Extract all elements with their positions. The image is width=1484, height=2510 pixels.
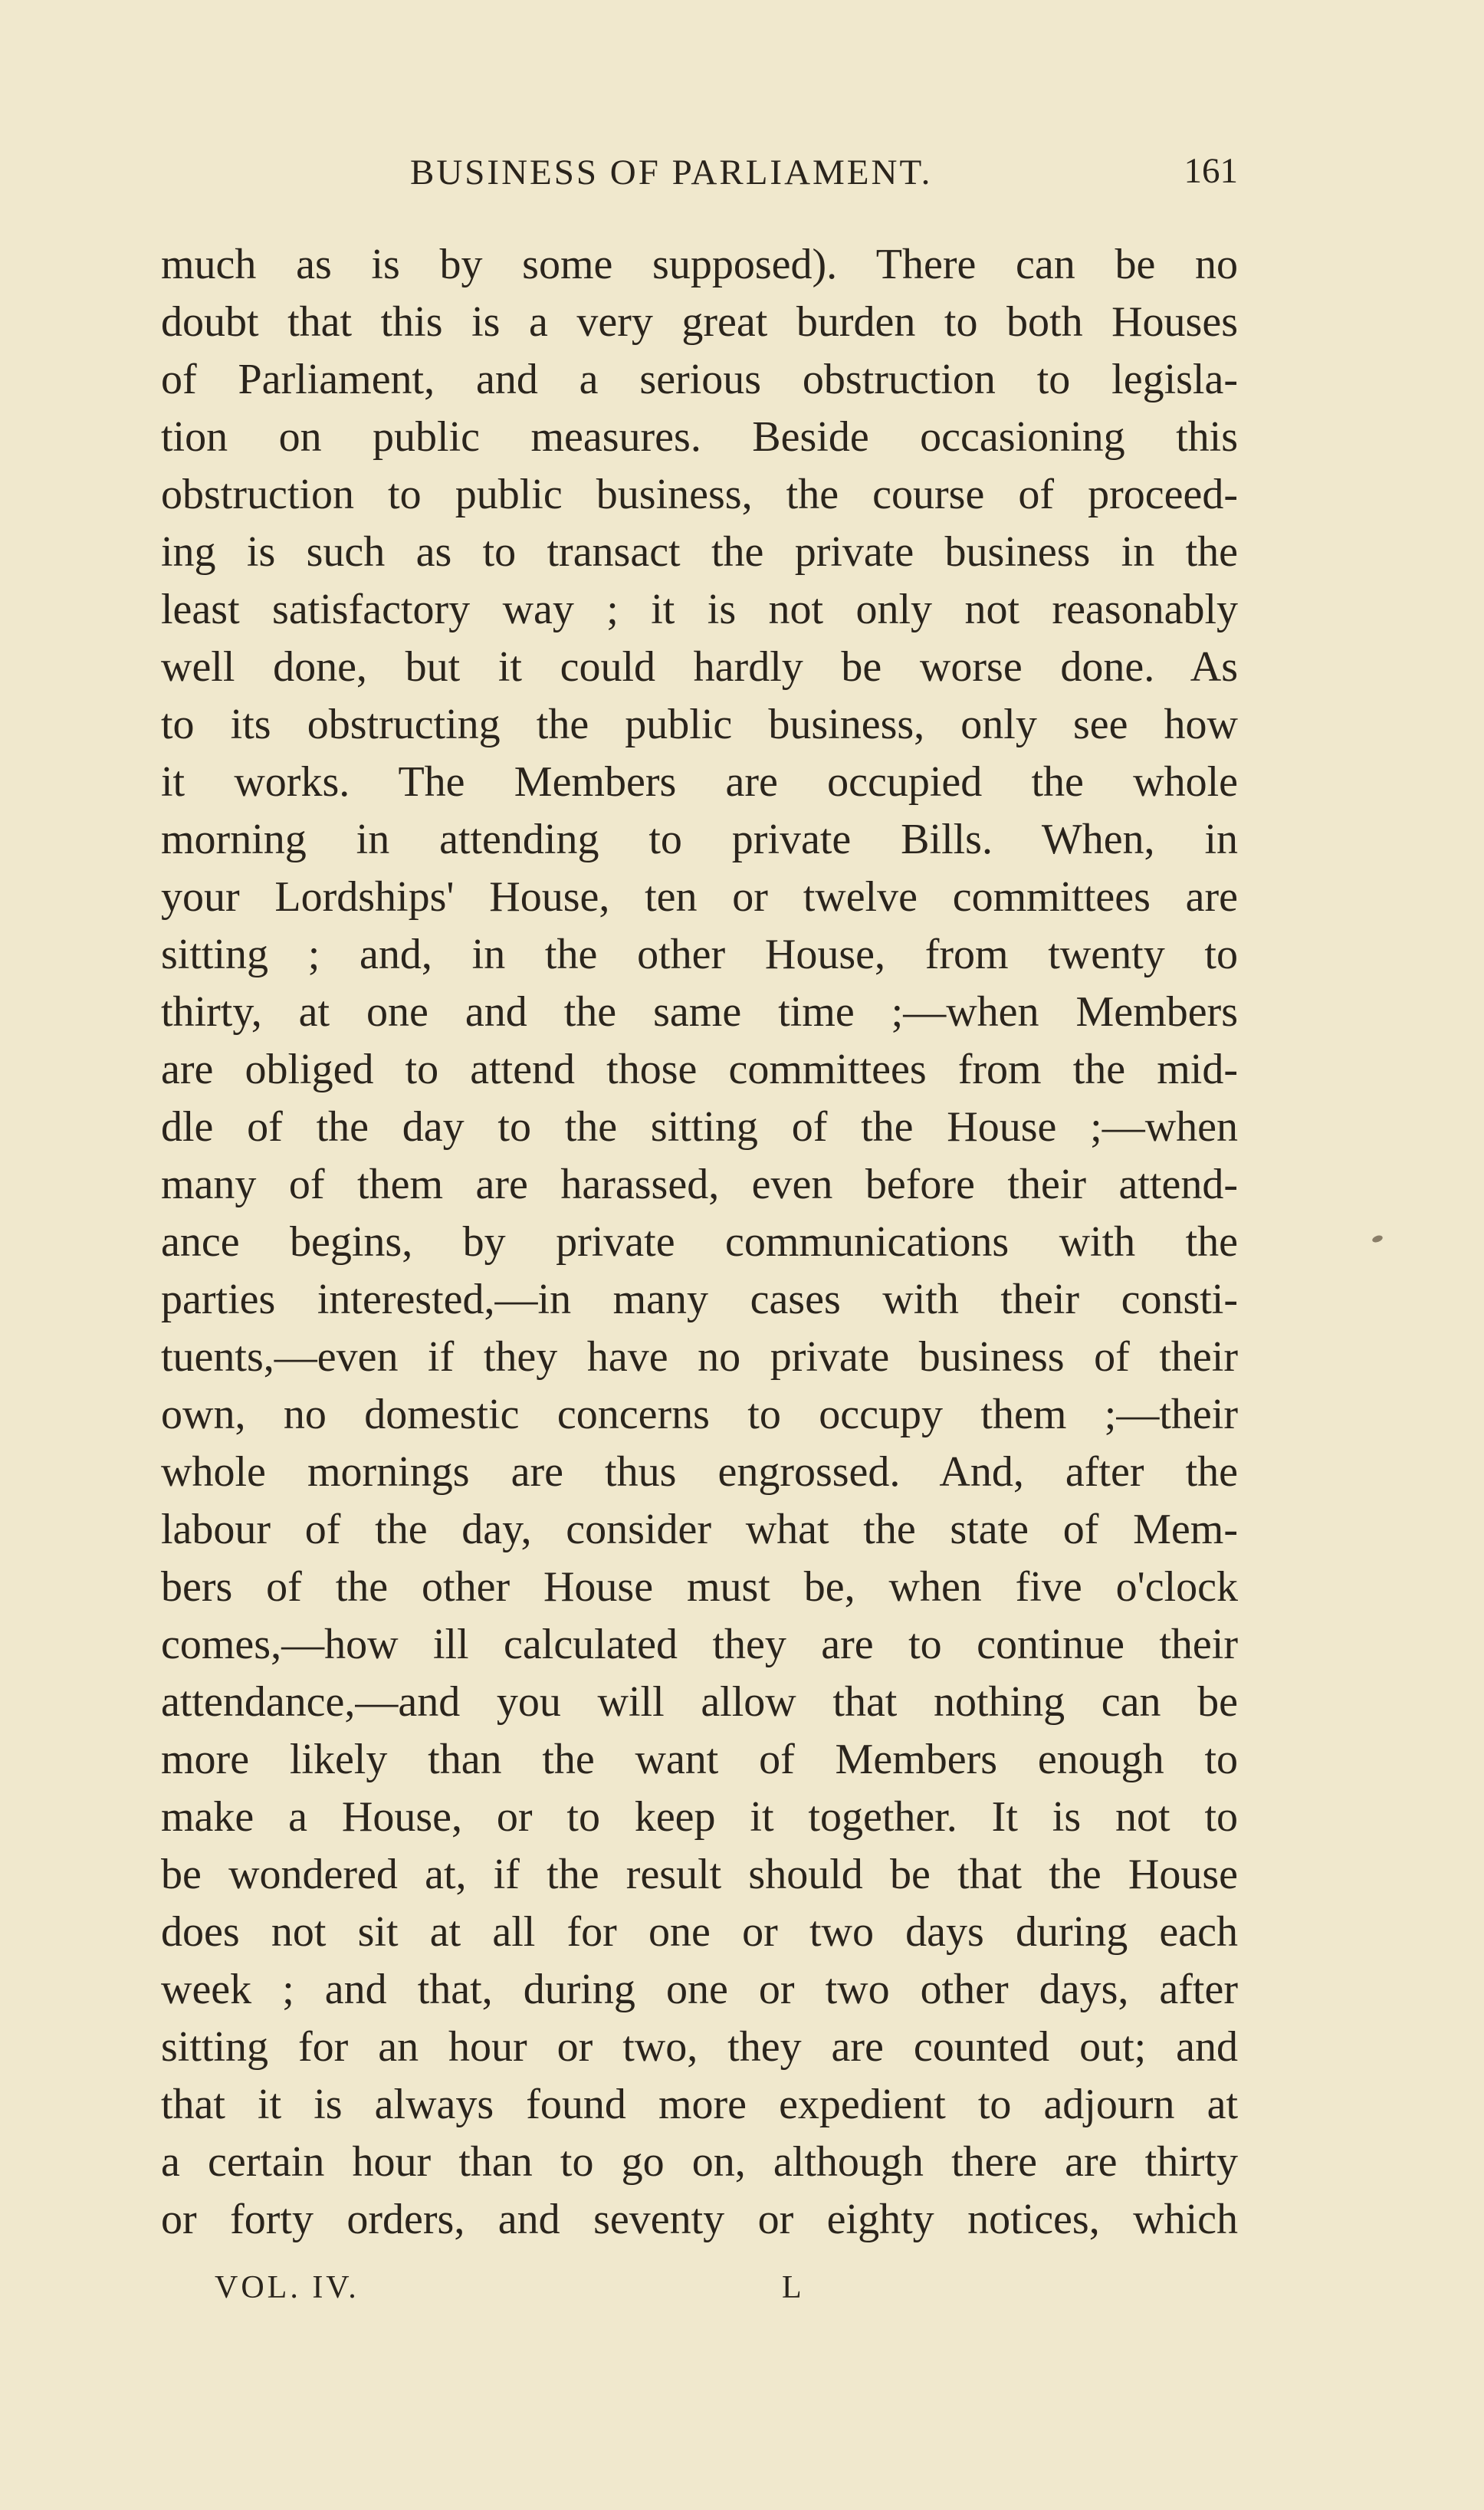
text-line: ance begins, by private communications with the [161,1218,1238,1266]
text-line: parties interested,—in many cases with their consti- [161,1276,1238,1323]
text-line: a certain hour than to go on, although there are thirty [161,2138,1238,2186]
text-line: bers of the other House must be, when five o'clock [161,1563,1238,1611]
text-line: it works. The Members are occupied the whole [161,758,1238,806]
signature-mark: L [782,2270,802,2305]
volume-mark: VOL. IV. [215,2270,360,2305]
page-header [161,146,1238,207]
text-line: well done, but it could hardly be worse done. As [161,643,1238,691]
text-line: ing is such as to transact the private business in the [161,528,1238,576]
text-line: does not sit at all for one or two days during each [161,1908,1238,1956]
text-line: comes,—how ill calculated they are to continue their [161,1621,1238,1668]
text-line: many of them are harassed, even before their attend- [161,1161,1238,1208]
text-line: dle of the day to the sitting of the House ;—when [161,1103,1238,1151]
text-line: tion on public measures. Beside occasioning this [161,413,1238,461]
text-line: that it is always found more expedient to adjourn at [161,2081,1238,2128]
text-line: make a House, or to keep it together. It is not to [161,1793,1238,1841]
text-line: week ; and that, during one or two other days, after [161,1966,1238,2013]
text-line: or forty orders, and seventy or eighty notices, which [161,2196,1238,2243]
text-line: sitting for an hour or two, they are counted out; and [161,2023,1238,2071]
text-line: sitting ; and, in the other House, from twenty to [161,931,1238,978]
text-line: to its obstructing the public business, only see how [161,701,1238,748]
text-line: own, no domestic concerns to occupy them ;—their [161,1391,1238,1438]
text-line: more likely than the want of Members enough to [161,1736,1238,1783]
text-line: obstruction to public business, the course of proceed- [161,471,1238,518]
text-line: are obliged to attend those committees from the mid- [161,1046,1238,1093]
page-number: 161 [1184,151,1238,191]
text-line: doubt that this is a very great burden to both Houses [161,298,1238,346]
text-line: least satisfactory way ; it is not only not reasonably [161,586,1238,633]
text-line: tuents,—even if they have no private business of their [161,1333,1238,1381]
text-line: whole mornings are thus engrossed. And, after the [161,1448,1238,1496]
text-line: morning in attending to private Bills. When, in [161,816,1238,863]
text-line: of Parliament, and a serious obstruction to legisla- [161,356,1238,403]
body-text [161,236,1238,2249]
text-line: your Lordships' House, ten or twelve committees are [161,873,1238,921]
ink-speck [1371,1234,1384,1244]
text-line: labour of the day, consider what the state of Mem- [161,1506,1238,1553]
running-title: BUSINESS OF PARLIAMENT. [410,153,933,192]
text-line: be wondered at, if the result should be that the House [161,1851,1238,1898]
page-footer [161,2269,1238,2323]
text-line: thirty, at one and the same time ;—when Members [161,988,1238,1036]
text-line: attendance,—and you will allow that nothing can be [161,1678,1238,1726]
text-line: much as is by some supposed). There can be no [161,241,1238,288]
